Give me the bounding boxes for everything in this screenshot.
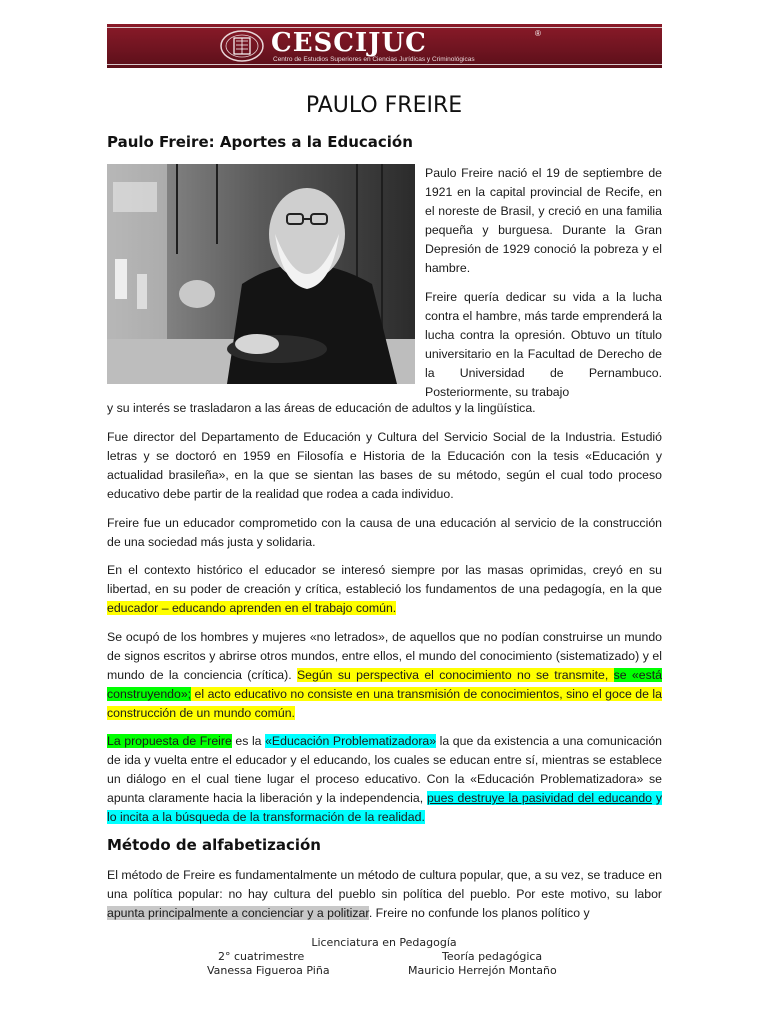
- paragraph-context: [107, 561, 662, 618]
- footer-student: Vanessa Figueroa Piña: [207, 964, 330, 977]
- highlight-transformacion: y lo incita a la búsqueda de la transformación de la realidad.: [107, 791, 662, 824]
- footer-term: 2° cuatrimestre: [218, 950, 305, 963]
- paragraph-birth: Paulo Freire nació el 19 de septiembre de 1921 en la capital provincial de Recife, en el noreste de Brasil, y creció en una familia pequeña y burguesa. Durante la Gran Depresión de 1929 conoció la pobreza y el hambre.: [425, 166, 662, 275]
- highlight-educador-educando: educador – educando aprenden en el trabajo común.: [107, 601, 397, 615]
- banner-subtitle: Centro de Estudios Superiores en Ciencias Jurídicas y Criminológicas: [273, 56, 475, 63]
- paragraph-propuesta: [107, 732, 662, 827]
- context-text: En el contexto histórico el educador se interesó siempre por las masas oprimidas, creyó en su libertad, en su poder de creación y crítica, estableció los fundamentos de una pedagogía, en la que: [107, 563, 662, 596]
- metodo-text-end: . Freire no confunde los planos político y: [368, 906, 590, 920]
- paragraph-no-letrados: [107, 628, 662, 723]
- paragraph-director: Fue director del Departamento de Educación y Cultura del Servicio Social de la Industria. Estudió letras y se doctoró en 1959 en Filosofía e Historia de la Educación con la tesis «Educación y actualidad brasileña», en la que se sientan las bases de su método, según el cual todo proceso educativo debe partir de la realidad que rodea a cada individuo.: [107, 430, 662, 501]
- paragraph-committed: Freire fue un educador comprometido con la causa de una educación al servicio de la construcción de una sociedad más justa y solidaria.: [107, 516, 662, 549]
- highlight-concienciar: apunta principalmente a concienciar y a politizar: [107, 906, 369, 920]
- no-letrados-text: Se ocupó de los hombres y mujeres «no letrados», de aquellos que no podían construirse un mundo de signos escritos y abrirse otros mundos, entre ellos, el mundo del conocimiento (sistematizado) y el mundo de la conciencia (crítica).: [107, 630, 662, 682]
- highlight-pasividad: pues destruye la pasividad del educando: [426, 791, 652, 805]
- paragraph-career-start: Freire quería dedicar su vida a la lucha contra el hambre, más tarde emprenderá la lucha contra la opresión. Obtuvo un título universitario en la Facultad de Derecho de la Universidad de Pernambuco. Posteriormente, su trabajo: [425, 290, 662, 399]
- page-title: PAULO FREIRE: [305, 93, 463, 118]
- banner-brand: CESCIJUC: [271, 28, 427, 58]
- metodo-text: El método de Freire es fundamentalmente un método de cultura popular, que, a su vez, se traduce en una política popular: no hay cultura del pueblo sin política del pueblo. Por este motivo, su labor: [107, 868, 662, 901]
- header-banner: [107, 24, 662, 68]
- cescijuc-logo-icon: [219, 29, 265, 63]
- highlight-acto-educativo: el acto educativo no consiste en una transmisión de conocimientos, sino el goce de la construcción de un mundo común.: [107, 687, 662, 720]
- highlight-problematizadora: «Educación Problematizadora»: [265, 734, 437, 748]
- propuesta-connector: es la: [231, 734, 266, 748]
- footer-teacher: Mauricio Herrejón Montaño: [408, 964, 557, 977]
- paragraph-career-end: y su interés se trasladaron a las áreas de educación de adultos y la lingüística.: [107, 401, 536, 415]
- footer-program: Licenciatura en Pedagogía: [311, 936, 457, 949]
- propuesta-text: la que da existencia a una comunicación de ida y vuelta entre el educador y el educando, los cuales se educan entre sí, mientras se establece un diálogo en el cual tiene lugar el proceso educativo. Con la «Educación Problematizadora» se apunta claramente hacia la liberación y la independencia,: [107, 734, 663, 805]
- footer-course: Teoría pedagógica: [442, 950, 543, 963]
- highlight-propuesta: La propuesta de Freire: [107, 734, 232, 748]
- section-heading-aportes: Paulo Freire: Aportes a la Educación: [107, 133, 413, 151]
- registered-mark: ®: [535, 29, 541, 38]
- highlight-perspectiva: Según su perspectiva el conocimiento no se transmite,: [296, 668, 614, 682]
- paragraph-metodo: [107, 866, 662, 923]
- section-heading-metodo: Método de alfabetización: [107, 836, 321, 854]
- banner-rule-bottom: [107, 64, 662, 65]
- paulo-freire-photo: [107, 164, 415, 384]
- highlight-construyendo: se «está construyendo»;: [107, 668, 662, 701]
